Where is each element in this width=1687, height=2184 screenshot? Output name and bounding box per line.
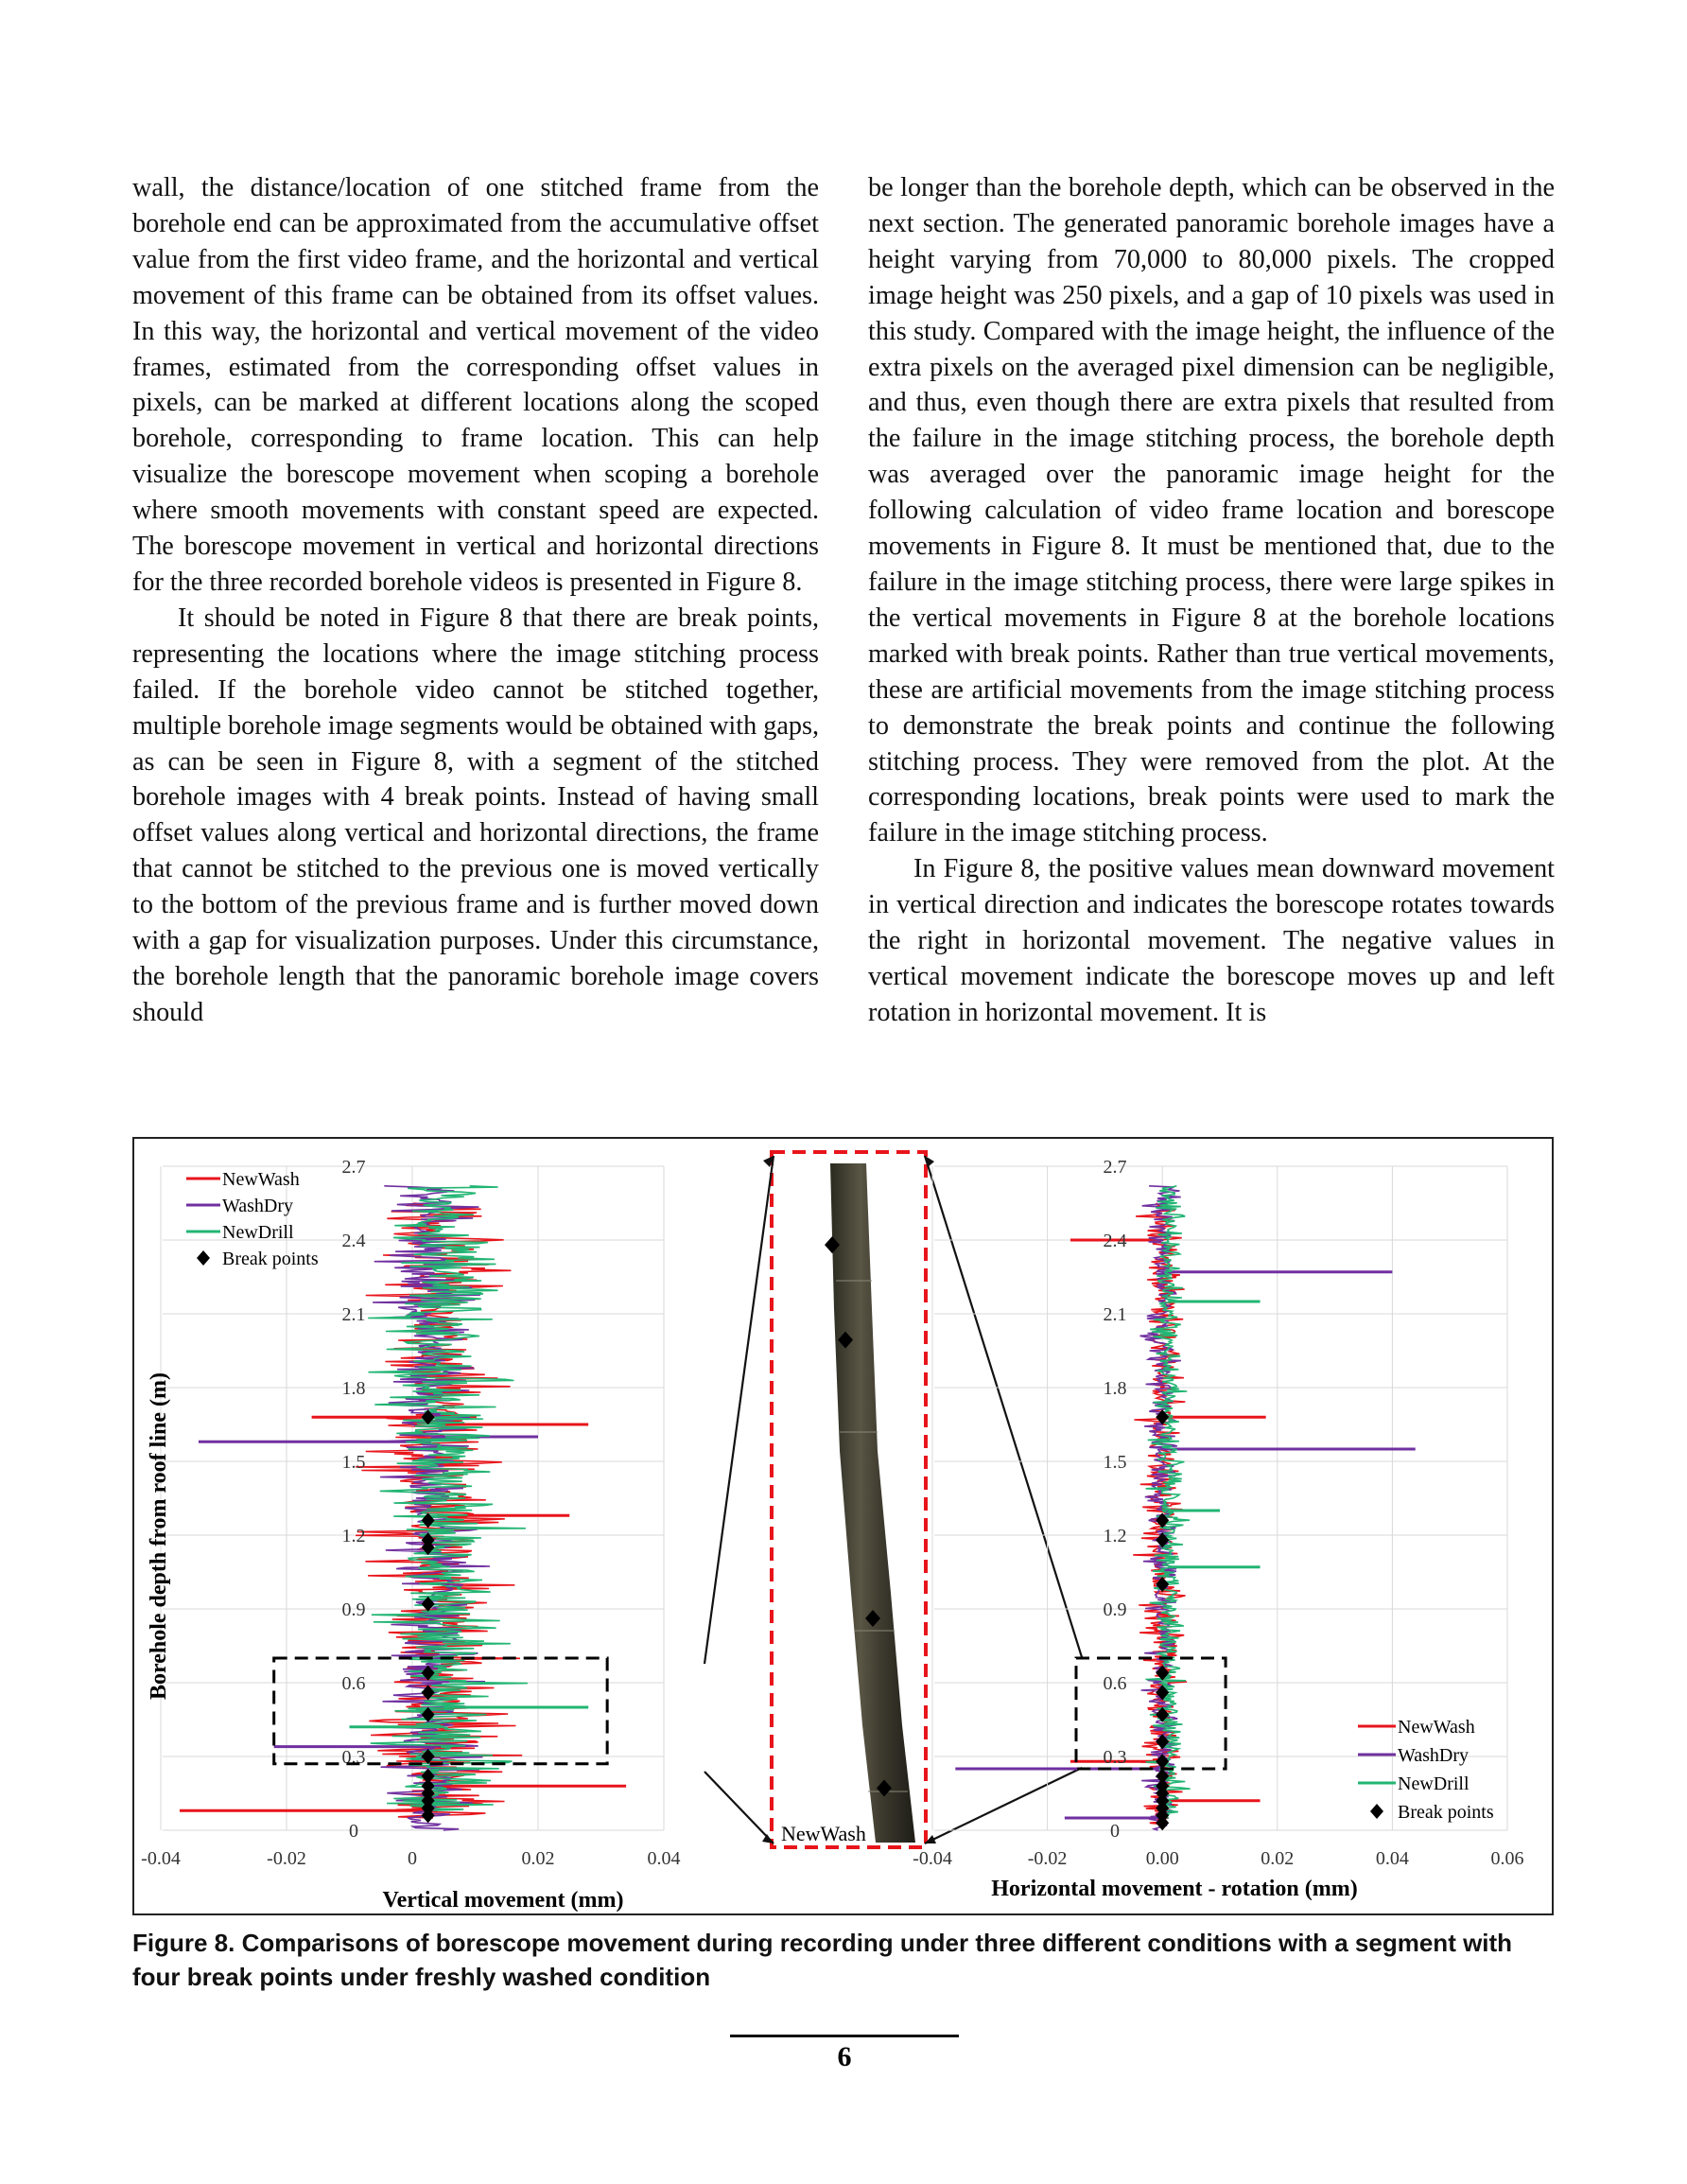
paragraph: be longer than the borehole depth, which can be observed in the next section. The generated panoramic borehole images have a height varying from 70,000 to 80,000 pixels. The cropped image height was 250 pixels, and a gap of 10 pixels was used in this study. Compared with the image height, the influence of the extra pixels on the averaged pixel dimension can be negligible, and thus, even though there are extra pixels that resulted from the failure in the image stitching process, the borehole depth was averaged over the panoramic image height for the following calculation of video frame location and borescope movements in Figure 8. It must be mentioned that, due to the failure in the image stitching process, there were large spikes in the vertical movements in Figure 8 at the borehole locations marked with break points. Rather than true vertical movements, these are artificial movements from the image stitching process to demonstrate the break points and continue the following stitching process. They were removed from the plot. At the corresponding locations, break points were used to mark the failure in the image stitching process. <box>868 173 1555 848</box>
legend <box>186 1169 319 1269</box>
legend-label: NewWash <box>222 1169 300 1190</box>
x-tick-label: 0 <box>408 1848 417 1869</box>
chart-series <box>955 1186 1415 1830</box>
y-tick-label: 2.4 <box>1103 1231 1127 1251</box>
y-tick-label: 1.2 <box>341 1526 366 1546</box>
paragraph: It should be noted in Figure 8 that there are break points, representing the locations where the image stitching process failed. If the borehole video cannot be stitched together, multiple borehole image segments would be obtained with gaps, as can be seen in Figure 8, with a segment of the stitched borehole images with 4 break points. Instead of having small offset values along vertical and horizontal directions, the frame that cannot be stitched to the previous one is moved vertically to the bottom of the previous frame and is further moved down with a gap for visualization purposes. Under this circumstance, the borehole length that the panoramic borehole image covers should <box>132 603 819 1027</box>
legend-label: Break points <box>222 1249 319 1269</box>
legend-label: Break points <box>1398 1802 1494 1823</box>
left-column <box>132 170 819 1031</box>
page-number: 6 <box>837 2041 852 2072</box>
vertical-movement-chart <box>141 1157 680 1913</box>
figure-caption: Figure 8. Comparisons of borescope movement during recording under three different conditions with a segment with four break points under freshly washed condition <box>132 1929 1513 1991</box>
x-tick-label: 0.02 <box>521 1848 555 1869</box>
y-tick-label: 2.4 <box>341 1231 366 1251</box>
x-tick-label: -0.02 <box>267 1848 306 1869</box>
legend-label: NewDrill <box>1398 1773 1470 1794</box>
legend-label: NewDrill <box>222 1222 294 1243</box>
horizontal-movement-chart <box>913 1157 1523 1901</box>
footer-rule <box>730 2035 959 2037</box>
x-tick-label: 0.06 <box>1490 1848 1524 1869</box>
paragraph: wall, the distance/location of one stitched frame from the borehole end can be approximated from the accumulative offset value from the first video frame, and the horizontal and vertical movement of this frame can be obtained from its offset values. In this way, the horizontal and vertical movement of the video frames, estimated from the corresponding offset values in pixels, can be marked at different locations along the scoped borehole, corresponding to frame location. This can help visualize the borescope movement when scoping a borehole where smooth movements with constant speed are expected. The borescope movement in vertical and horizontal directions for the three recorded borehole videos is presented in Figure 8. <box>132 173 819 597</box>
chart-series <box>180 1186 626 1830</box>
series-washdry <box>955 1186 1415 1830</box>
y-tick-label: 0 <box>1110 1821 1120 1842</box>
x-tick-label: 0.04 <box>647 1848 681 1869</box>
inset-label: NewWash <box>781 1822 866 1845</box>
x-tick-labels <box>141 1848 680 1869</box>
y-tick-label: 2.1 <box>341 1304 366 1325</box>
y-tick-labels <box>1104 1157 1127 1842</box>
y-tick-label: 0.3 <box>1103 1747 1127 1768</box>
x-tick-labels <box>913 1848 1523 1869</box>
y-tick-label: 0 <box>349 1821 358 1842</box>
x-axis-title: Vertical movement (mm) <box>382 1888 624 1913</box>
series-washdry <box>199 1186 538 1830</box>
y-tick-label: 0.6 <box>1103 1673 1127 1694</box>
right-column <box>868 170 1555 1031</box>
y-tick-label: 1.2 <box>1103 1526 1127 1546</box>
legend-label: WashDry <box>222 1196 294 1216</box>
y-tick-label: 1.8 <box>1103 1378 1127 1399</box>
x-tick-label: -0.04 <box>141 1848 181 1869</box>
borehole-panorama <box>830 1163 915 1843</box>
x-tick-label: 0.04 <box>1375 1848 1409 1869</box>
y-tick-label: 2.7 <box>341 1157 366 1178</box>
y-tick-label: 2.7 <box>1103 1157 1127 1178</box>
x-tick-label: -0.04 <box>913 1848 952 1869</box>
y-tick-label: 1.8 <box>341 1378 366 1399</box>
y-tick-label: 1.5 <box>341 1452 366 1473</box>
x-tick-label: -0.02 <box>1027 1848 1068 1869</box>
x-tick-label: 0.02 <box>1261 1848 1295 1869</box>
y-tick-label: 0.3 <box>341 1747 366 1768</box>
y-tick-label: 0.9 <box>341 1599 366 1620</box>
y-tick-label: 1.5 <box>1103 1452 1127 1473</box>
y-axis-title: Borehole depth from roof line (m) <box>147 1372 171 1700</box>
x-tick-label: 0.00 <box>1145 1848 1179 1869</box>
y-tick-label: 0.9 <box>1103 1599 1127 1620</box>
legend <box>1358 1717 1494 1823</box>
y-tick-label: 2.1 <box>1103 1304 1127 1325</box>
legend-label: WashDry <box>1398 1745 1470 1766</box>
figure-graphic <box>134 1139 1552 1913</box>
paragraph: In Figure 8, the positive values mean downward movement in vertical direction and indicates the borescope rotates towards the right in horizontal movement. The negative values in vertical movement indicate the borescope moves up and left rotation in horizontal movement. It is <box>868 854 1555 1027</box>
borehole-image-inset <box>704 1152 1082 1847</box>
figure-8 <box>132 1137 1554 1915</box>
y-tick-label: 0.6 <box>341 1673 366 1694</box>
x-axis-title: Horizontal movement - rotation (mm) <box>991 1877 1358 1901</box>
legend-label: NewWash <box>1398 1717 1475 1738</box>
y-tick-labels <box>342 1157 366 1842</box>
